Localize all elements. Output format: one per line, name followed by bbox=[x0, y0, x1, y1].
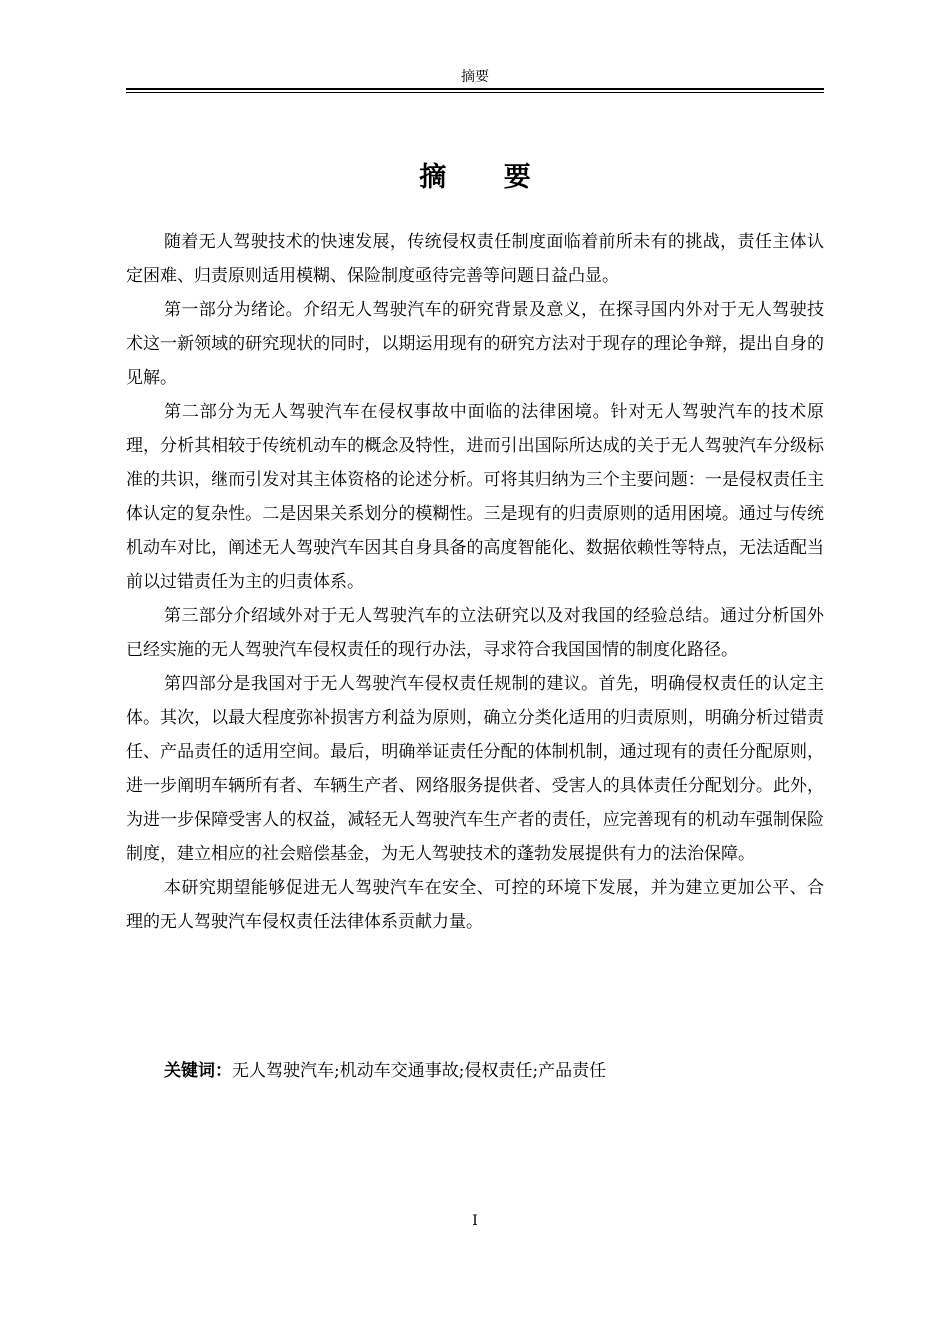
page-number: I bbox=[472, 1213, 478, 1229]
keywords-value: 无人驾驶汽车;机动车交通事故;侵权责任;产品责任 bbox=[232, 1061, 607, 1081]
header-rule bbox=[126, 88, 824, 90]
abstract-paragraph-conclusion: 本研究期望能够促进无人驾驶汽车在安全、可控的环境下发展，并为建立更加公平、合理的无人驾驶汽车侵权责任法律体系贡献力量。 bbox=[126, 878, 824, 932]
abstract-paragraph-part1: 第一部分为绪论。介绍无人驾驶汽车的研究背景及意义，在探寻国内外对于无人驾驶技术这一新领域的研究现状的同时，以期运用现有的研究方法对于现存的理论争辩，提出自身的见解。 bbox=[126, 300, 824, 388]
abstract-paragraph-part3: 第三部分介绍域外对于无人驾驶汽车的立法研究以及对我国的经验总结。通过分析国外已经实施的无人驾驶汽车侵权责任的现行办法，寻求符合我国国情的制度化路径。 bbox=[126, 606, 824, 660]
keywords-label: 关键词： bbox=[164, 1061, 232, 1081]
abstract-paragraph-part2: 第二部分为无人驾驶汽车在侵权事故中面临的法律困境。针对无人驾驶汽车的技术原理，分析其相较于传统机动车的概念及特性，进而引出国际所达成的关于无人驾驶汽车分级标准的共识，继而引发对其主体资格的论述分析。可将其归纳为三个主要问题：一是侵权责任主体认定的复杂性。二是因果关系划分的模糊性。三是现有的归责原则的适用困境。通过与传统机动车对比，阐述无人驾驶汽车因其自身具备的高度智能化、数据依赖性等特点，无法适配当前以过错责任为主的归责体系。 bbox=[126, 402, 824, 592]
abstract-paragraph-intro: 随着无人驾驶技术的快速发展，传统侵权责任制度面临着前所未有的挑战，责任主体认定困难、归责原则适用模糊、保险制度亟待完善等问题日益凸显。 bbox=[126, 232, 824, 286]
header-rule-thin bbox=[126, 92, 824, 93]
abstract-paragraph-part4: 第四部分是我国对于无人驾驶汽车侵权责任规制的建议。首先，明确侵权责任的认定主体。其次，以最大程度弥补损害方利益为原则，确立分类化适用的归责原则，明确分析过错责任、产品责任的适用空间。最后，明确举证责任分配的体制机制，通过现有的责任分配原则，进一步阐明车辆所有者、车辆生产者、网络服务提供者、受害人的具体责任分配划分。此外，为进一步保障受害人的权益，减轻无人驾驶汽车生产者的责任，应完善现有的机动车强制保险制度，建立相应的社会赔偿基金，为无人驾驶技术的蓬勃发展提供有力的法治保障。 bbox=[126, 674, 824, 864]
page-title: 摘 要 bbox=[419, 162, 555, 193]
keywords-line bbox=[126, 1054, 824, 1088]
running-header: 摘要 bbox=[461, 69, 489, 85]
abstract-body bbox=[126, 225, 824, 939]
